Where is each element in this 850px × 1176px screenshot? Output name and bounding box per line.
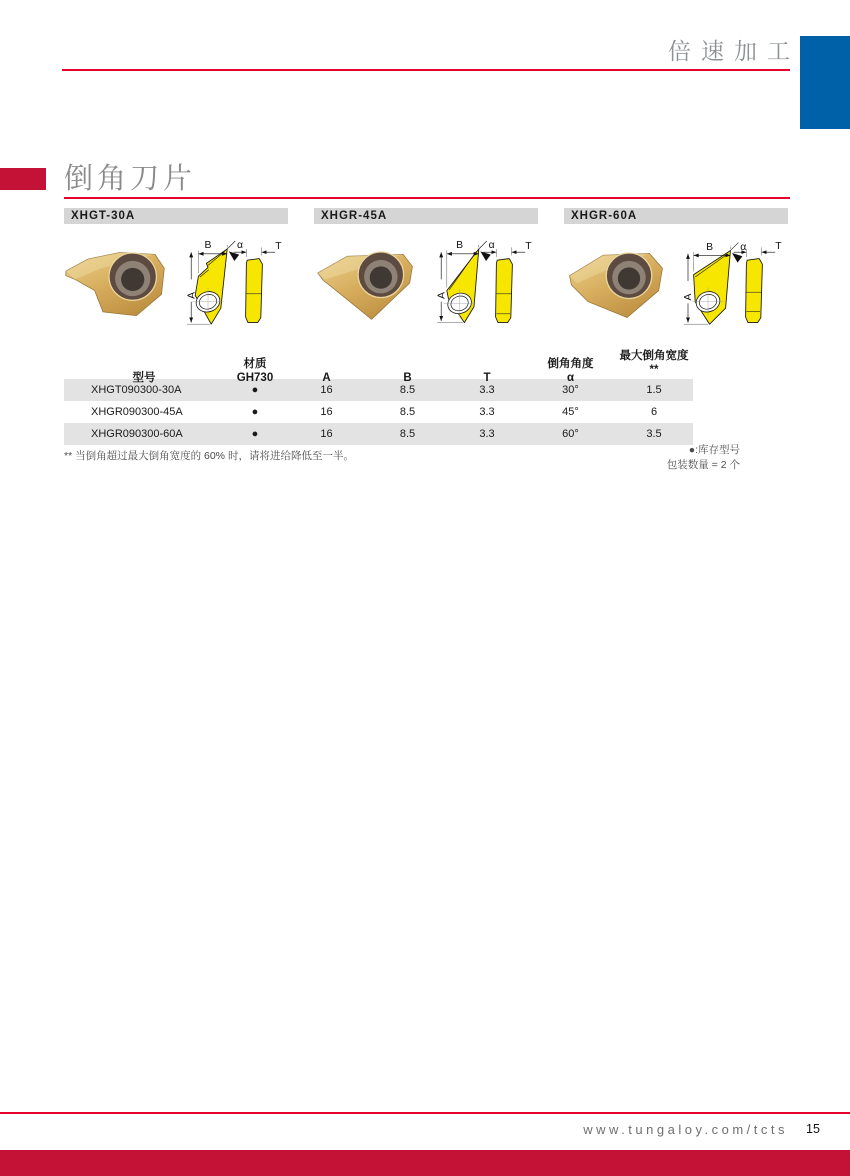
cell-b: 8.5 (399, 384, 416, 396)
cell-material-dot: ● (251, 406, 259, 418)
cell-t: 3.3 (479, 384, 495, 396)
cell-t: 3.3 (479, 428, 495, 440)
cell-max-width: 1.5 (646, 384, 662, 396)
page-header-title: 倍速加工 (668, 38, 800, 64)
col-header-t: T (483, 372, 491, 385)
section-title: 倒角刀片 (64, 163, 197, 195)
dimension-drawing-45a (418, 226, 538, 344)
dim-label-b: B (706, 241, 714, 253)
dimension-drawing-60a (668, 226, 788, 344)
dim-label-b: B (204, 240, 212, 252)
cell-a: 16 (320, 406, 333, 418)
footer-rule (0, 1112, 850, 1114)
col-header-angle (526, 357, 615, 386)
spec-table (64, 349, 693, 445)
cell-b: 8.5 (399, 406, 416, 418)
stock-note (500, 443, 740, 473)
product-section-xhgr-60a (564, 208, 788, 348)
cell-model: XHGR090300-60A (91, 428, 183, 440)
table-row (64, 401, 693, 423)
angle-line1: 倒角角度 (547, 358, 594, 370)
dim-label-a: A (436, 291, 448, 299)
dim-label-alpha: α (740, 241, 747, 253)
cell-angle: 60° (562, 428, 579, 440)
blue-corner-block (800, 36, 850, 129)
dim-label-t: T (525, 241, 532, 252)
stock-legend: ●:库存型号 (688, 444, 740, 456)
table-header-row (64, 349, 693, 385)
cell-model: XHGR090300-45A (91, 406, 183, 418)
table-row (64, 423, 693, 445)
col-header-max-width: 最大倒角宽度 ** (619, 350, 689, 377)
product-section-xhgt-30a (64, 208, 288, 348)
col-header-material (224, 357, 286, 386)
cell-model: XHGT090300-30A (91, 384, 182, 396)
cell-max-width: 6 (650, 406, 658, 418)
dim-label-alpha: α (236, 240, 244, 252)
insert-photo-30a (64, 242, 168, 328)
cell-t: 3.3 (479, 406, 495, 418)
pack-quantity: 包装数量 = 2 个 (666, 459, 740, 472)
dimension-drawing-30a (168, 226, 288, 344)
cell-angle: 45° (562, 406, 579, 418)
angle-line2: α (566, 372, 575, 385)
section-red-tab (0, 168, 46, 190)
product-header: XHGR-45A (314, 208, 538, 224)
product-section-xhgr-45a (314, 208, 538, 348)
footer-red-bar (0, 1150, 850, 1176)
section-rule (64, 197, 790, 199)
dim-label-t: T (275, 241, 282, 252)
cell-material-dot: ● (251, 384, 259, 396)
material-line1: 材质 (243, 358, 267, 370)
page-number: 15 (806, 1122, 820, 1136)
product-header: XHGT-30A (64, 208, 288, 224)
product-header: XHGR-60A (564, 208, 788, 224)
footer-url[interactable]: www.tungaloy.com/tcts (583, 1122, 788, 1137)
dim-label-a: A (683, 293, 695, 301)
dim-label-alpha: α (488, 240, 495, 252)
footnote: ** 当倒角超过最大倒角宽度的 60% 时，请将进给降低至一半。 (64, 450, 354, 462)
insert-photo-60a (564, 242, 668, 328)
cell-max-width: 3.5 (646, 428, 662, 440)
cell-angle: 30° (562, 384, 579, 396)
cell-material-dot: ● (251, 428, 259, 440)
dim-label-a: A (186, 291, 198, 299)
col-header-a: A (322, 372, 331, 385)
dim-label-b: B (456, 240, 464, 252)
cell-a: 16 (320, 428, 333, 440)
cell-b: 8.5 (399, 428, 416, 440)
col-header-b: B (403, 372, 412, 385)
material-line2: GH730 (236, 372, 274, 385)
cell-a: 16 (320, 384, 333, 396)
dim-label-t: T (775, 241, 782, 252)
header-rule (62, 69, 790, 71)
insert-photo-45a (314, 242, 418, 328)
col-header-model: 型号 (132, 372, 156, 385)
